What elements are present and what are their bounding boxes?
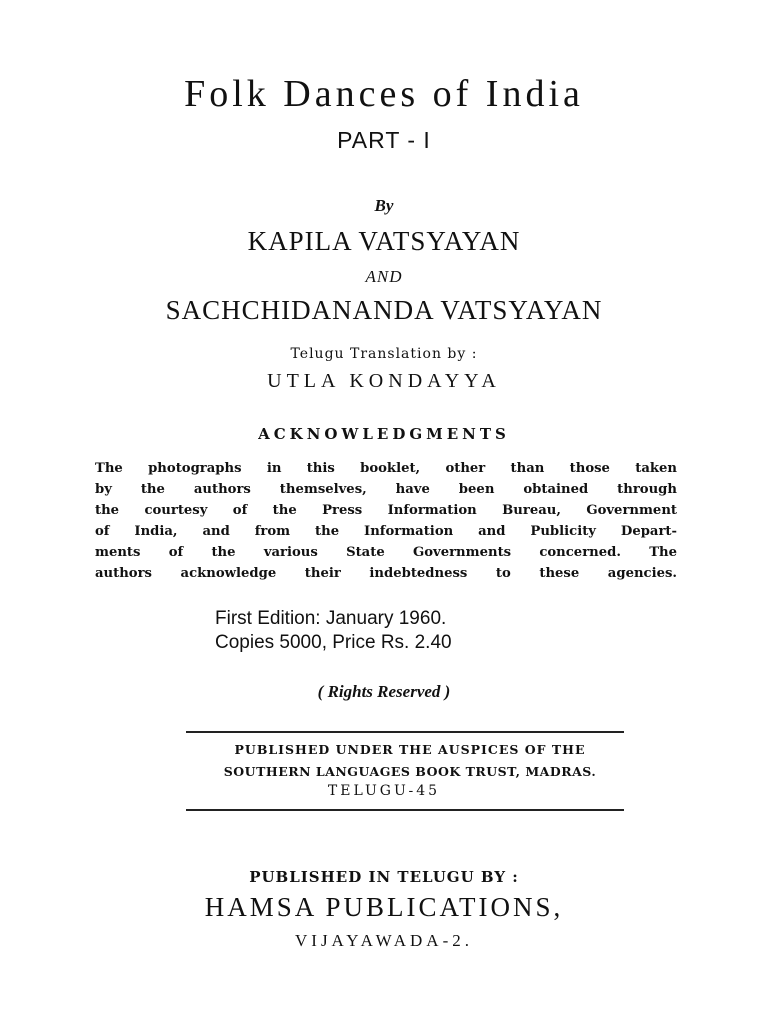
- auspices-line-1: PUBLISHED UNDER THE AUSPICES OF THE: [234, 742, 586, 757]
- by-label: By: [374, 196, 394, 215]
- author-1: KAPILA VATSYAYAN: [247, 226, 521, 256]
- edition-info: [215, 607, 452, 655]
- translation-label: Telugu Translation by :: [290, 346, 478, 362]
- telugu-publisher-label: PUBLISHED IN TELUGU BY :: [249, 868, 519, 886]
- copies-price: Copies 5000, Price Rs. 2.40: [215, 632, 452, 653]
- acknowledgments-line: of India, and from the Information and Publicity Depart-: [95, 524, 677, 539]
- rights-reserved: ( Rights Reserved ): [317, 682, 451, 701]
- book-title: Folk Dances of India: [184, 73, 584, 115]
- part-number: PART - I: [337, 127, 431, 153]
- author-2: SACHCHIDANANDA VATSYAYAN: [165, 295, 603, 325]
- acknowledgments-heading: ACKNOWLEDGMENTS: [258, 425, 510, 443]
- acknowledgments-line: the courtesy of the Press Information Bureau, Government: [95, 503, 677, 518]
- divider-top: [186, 731, 624, 733]
- acknowledgments-line: by the authors themselves, have been obtained through: [95, 482, 677, 497]
- publisher-name: HAMSA PUBLICATIONS,: [204, 892, 564, 922]
- and-label: AND: [365, 267, 403, 286]
- first-edition: First Edition: January 1960.: [215, 608, 447, 629]
- auspices-line-2: SOUTHERN LANGUAGES BOOK TRUST, MADRAS.: [223, 764, 597, 779]
- series-number: TELUGU-45: [327, 783, 441, 799]
- publisher-city: VIJAYAWADA-2.: [295, 931, 473, 950]
- divider-bottom: [186, 809, 624, 811]
- acknowledgments-line: The photographs in this booklet, other than those taken: [95, 461, 677, 476]
- acknowledgments-line: authors acknowledge their indebtedness to these agencies.: [95, 566, 677, 581]
- acknowledgments-line: ments of the various State Governments concerned. The: [95, 545, 677, 560]
- acknowledgments-text: [95, 458, 677, 584]
- translator-name: UTLA KONDAYYA: [267, 370, 501, 392]
